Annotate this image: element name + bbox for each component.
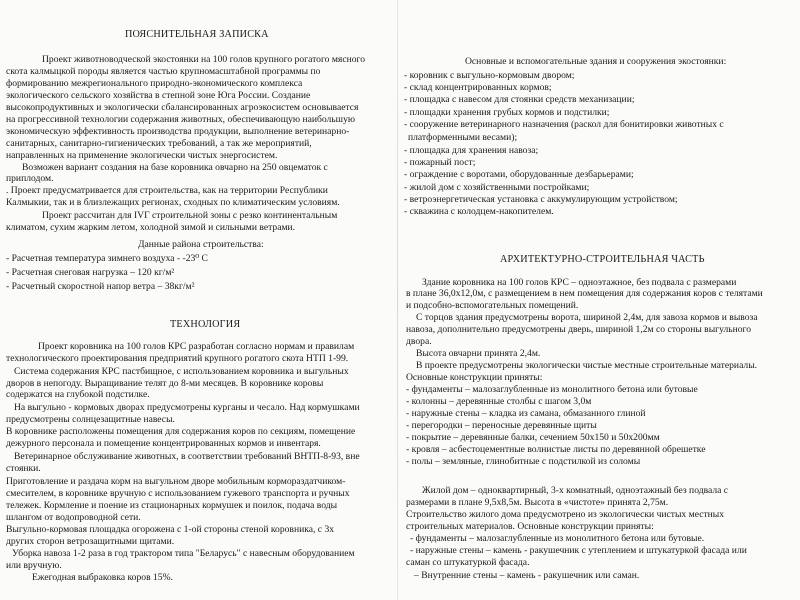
text-line: - покрытие – деревянные балки, сечением 50х150 и 50х200мм (406, 432, 660, 443)
page-fold (397, 0, 398, 600)
text-line: - колонны – деревянные столбы с шагом 3,0м (406, 396, 592, 407)
list-item: - площадка для хранения навоза; (404, 145, 539, 156)
text-line: технологического проектирования предприятий крупного рогатого скота НТП 1-99. (6, 353, 349, 364)
text-line: двора. (406, 336, 432, 347)
text-line: экологического сельского хозяйства в степной зоне Юга России. Создание (6, 90, 311, 101)
text-line: размерами в плане 9,5х8,5м. Высота в «чистоте» принята 2,75м. (406, 497, 669, 508)
text-line: содержатся на глубокой подстилке. (6, 389, 150, 400)
text-line: Здание коровника на 100 голов КРС – одноэтажное, без подвала с размерами (422, 277, 737, 288)
text-line: климатом, сухим жарким летом, холодной зимой и сильными ветрами. (6, 222, 296, 233)
list-item: - ветроэнергетическая установка с аккумулирующим устройством; (404, 194, 678, 205)
explanatory-note-title: ПОЯСНИТЕЛЬНАЯ ЗАПИСКА (125, 29, 269, 40)
text-line: Уборка навоза 1-2 раза в год трактором типа "Беларусь" с навесным оборудованием (12, 548, 355, 559)
text-line: В проекте предусмотрены экологически чистые местные строительные материалы. (416, 360, 758, 371)
text-line: смесителем, в коровнике вручную с использованием гужевого транспорта и ручных (6, 488, 350, 499)
buildings-title: Основные и вспомогательные здания и сооружения экостоянки: (465, 56, 727, 67)
text-line: Система содержания КРС пастбищное, с использованием коровника и выгульных (14, 366, 349, 377)
list-item: - коровник с выгульно-кормовым двором; (404, 70, 575, 81)
text-line: - фундаменты – малозаглубленные из монолитного бетона или бутовые (406, 384, 698, 395)
text-line: Проект коровника на 100 голов КРС разработан согласно нормам и правилам (38, 341, 355, 352)
text-line: - кровля – асбестоцементные волнистые листы по деревянной обрешетке (406, 444, 706, 455)
list-item: - площадки хранения грубых кормов и подстилки; (404, 107, 610, 118)
text-line: и подсобно-вспомогательных помещений. (406, 300, 579, 311)
text-line: высокопродуктивных и экологически сбалансированных агроэкосистем основывается (6, 102, 359, 113)
text-line: Ежегодная выбраковка коров 15%. (32, 572, 173, 583)
text-line: Калмыкии, так и в близлежащих регионах, сходных по климатическим условиям. (6, 197, 340, 208)
text-line: Проект животноводческой экостоянки на 100 голов крупного рогатого мясного (42, 54, 366, 65)
list-item: - сооружение ветеринарного назначения (раскол для бонитировки животных с (404, 119, 724, 130)
text-line: Жилой дом – одноквартирный, 3-х комнатный, одноэтажный без подвала с (422, 485, 729, 496)
text-line: других сторон ветрозащитными щитами. (6, 536, 175, 547)
text-line: – Внутренние стены – камень - ракушечник или саман. (414, 570, 640, 581)
text-line: направленных на применение экологически чистых энергосистем. (6, 150, 278, 161)
text-line: Приготовление и раздача корм на выгульном дворе мобильным кормораздатчиком- (6, 476, 346, 487)
list-item: - скважина с колодцем-накопителем. (404, 206, 554, 217)
list-item: - пожарный пост; (404, 157, 476, 168)
text-line: Ветеринарное обслуживание животных, в соответствии требований ВНТП-8-93, вне (14, 451, 360, 462)
text-line: Строительство жилого дома предусмотрено из экологически чистых местных (406, 509, 725, 520)
text-line: стоянки. (6, 463, 41, 474)
architecture-title: АРХИТЕКТУРНО-СТРОИТЕЛЬНАЯ ЧАСТЬ (500, 254, 705, 265)
list-item: - склад концентрированных кормов; (404, 82, 552, 93)
list-item: - Расчетная снеговая нагрузка – 120 кг/м² (6, 267, 175, 278)
text-line: или вручную. (6, 560, 62, 571)
text-line: Основные конструкции приняты: (406, 372, 543, 383)
text-line: тележек. Кормление и поение из стационарных кормушек и поилок, подача воды (6, 500, 338, 511)
text-line: экономическую эффективность производства продукции, выполнение ветеринарно- (6, 126, 350, 137)
text-line: строительных материалов. Основные конструкции приняты: (406, 521, 654, 532)
text-line: В коровнике расположены помещения для содержания коров по секциям, помещение (6, 426, 356, 437)
text-line: саман со штукатуркой фасада. (406, 557, 530, 568)
text-line: - перегородки – переносные деревянные щиты (406, 420, 597, 431)
text-line: Выгульно-кормовая площадка огорожена с 1-ой стороны стеной коровника, с 3х (6, 524, 335, 535)
text-line: скота калмыцкой породы является частью крупномасштабной программы по (6, 66, 321, 77)
text-line: - полы – земляные, глинобитные с подстилкой из соломы (406, 456, 641, 467)
text-line: С торцов здания предусмотрены ворота, шириной 2,4м, для завоза кормов и вывоза (416, 312, 758, 323)
text-line: предусмотрены солнцезащитные навесы. (6, 414, 175, 425)
text-line: Проект рассчитан для IVГ строительной зоны с резко континентальным (42, 210, 338, 221)
list-item: - Расчетная температура зимнего воздуха - -23⁰ С (6, 253, 208, 264)
text-line: На выгульно - кормовых дворах предусмотрены курганы и чесало. Над кормушками (14, 402, 360, 413)
text-line: приплодом. (6, 173, 54, 184)
text-line: . Проект предусматривается для строительства, как на территории Республики (6, 185, 328, 196)
district-data-title: Данные района строительства: (138, 239, 264, 250)
text-line: Высота овчарни принята 2,4м. (416, 348, 541, 359)
text-line: - наружные стены – камень - ракушечник с утеплением и штукатуркой фасада или (410, 545, 747, 556)
technology-title: ТЕХНОЛОГИЯ (170, 319, 241, 330)
text-line: дворов в непогоду. Выращивание телят до 8-ми месяцев. В коровнике коровы (6, 378, 324, 389)
text-line: шлангом от водопроводной сети. (6, 512, 141, 523)
list-item: - площадка с навесом для стоянки средств механизации; (404, 94, 635, 105)
text-line: навоза, дополнительно предусмотрены дверь, шириной 1,2м со стороны выгульного (406, 324, 752, 335)
list-item: - жилой дом с хозяйственными постройками; (404, 182, 590, 193)
list-item: - ограждение с воротами, оборудованные дезбарьерами; (404, 169, 634, 180)
text-line: санитарных, санитарно-гигиенических требований, а так же мероприятий, (6, 138, 312, 149)
text-line: на прогрессивной технологии содержания животных, обеспечивающую наибольшую (6, 114, 356, 125)
text-line: формированию межрегионального природно-экономического комплекса (6, 78, 303, 89)
text-line: - фундаменты – малозаглубленные из монолитного бетона или бутовые. (410, 533, 705, 544)
text-line: в плане 36,0х12,0м, с размещением в нем помещения для содержания коров с телятами (406, 288, 763, 299)
text-line: дежурного персонала и помещение концентрированных кормов и инвентаря. (6, 438, 321, 449)
list-item: - Расчетный скоростной напор ветра – 38кг/м² (6, 281, 195, 292)
text-line: - наружные стены – кладка из самана, обмазанного глиной (406, 408, 646, 419)
text-line: Возможен вариант создания на базе коровника овчарно на 250 овцематок с (22, 162, 328, 173)
list-item: платформенными весами); (408, 132, 518, 143)
